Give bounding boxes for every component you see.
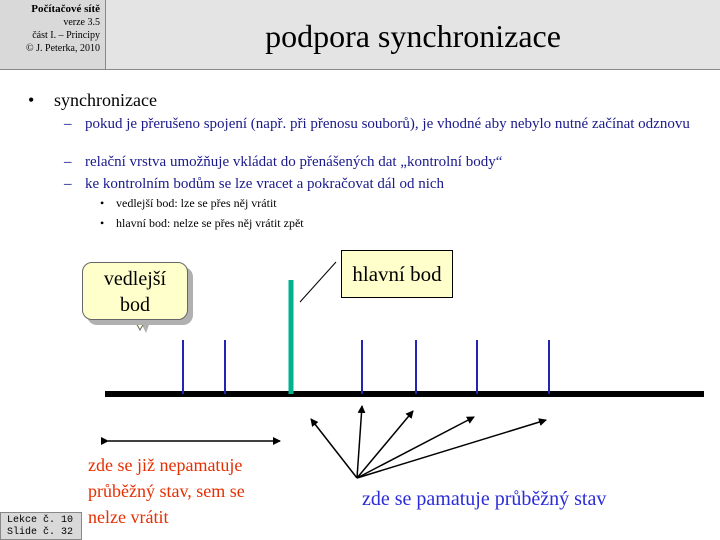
dash-icon: – xyxy=(64,154,72,170)
bullet-dot-icon: • xyxy=(100,196,105,210)
fan-arrow xyxy=(357,406,362,478)
minor-point-callout xyxy=(82,262,188,320)
dash-icon: – xyxy=(64,176,72,192)
callout-line: vedlejší xyxy=(103,268,167,290)
note-line: zde se již nepamatuje xyxy=(88,455,243,475)
part-label: část I. – Principy xyxy=(32,30,100,41)
bullet-dot-icon: • xyxy=(28,90,35,110)
sub-sub-bullet-text: hlavní bod: nelze se přes něj vrátit zpět xyxy=(116,216,304,230)
version-label: verze 3.5 xyxy=(63,17,100,28)
course-name: Počítačové sítě xyxy=(31,3,100,15)
main-point-label: hlavní bod xyxy=(341,250,453,298)
sub-bullet-text: relační vrstva umožňuje vkládat do přenášených dat „kontrolní body“ xyxy=(85,154,503,170)
fan-arrow xyxy=(357,411,413,478)
sub-bullet-text: ke kontrolním bodům se lze vracet a pokračovat dál od nich xyxy=(85,176,445,192)
callout-line: bod xyxy=(120,294,150,316)
no-state-note xyxy=(88,452,245,530)
slide-number: Slide č. 32 xyxy=(7,527,74,538)
lecture-number: Lekce č. 10 xyxy=(7,515,74,526)
main-bullet-text: synchronizace xyxy=(54,90,157,110)
sub-sub-bullet-text: vedlejší bod: lze se přes něj vrátit xyxy=(116,196,277,210)
state-remembered-note: zde se pamatuje průběžný stav xyxy=(362,488,607,510)
slide-footer xyxy=(0,512,82,540)
note-line: průběžný stav, sem se xyxy=(88,481,245,501)
slide-title: podpora synchronizace xyxy=(265,18,561,54)
main-point-leader-line xyxy=(300,262,336,302)
sub-bullet-text: pokud je přerušeno spojení (např. při přenosu souborů), je vhodné aby nebylo nutné začínat odznovu xyxy=(85,116,690,132)
note-line: nelze vrátit xyxy=(88,507,169,527)
fan-arrow xyxy=(311,419,357,478)
author-label: © J. Peterka, 2010 xyxy=(26,43,100,54)
bullet-dot-icon: • xyxy=(100,216,105,230)
dash-icon: – xyxy=(64,116,72,132)
